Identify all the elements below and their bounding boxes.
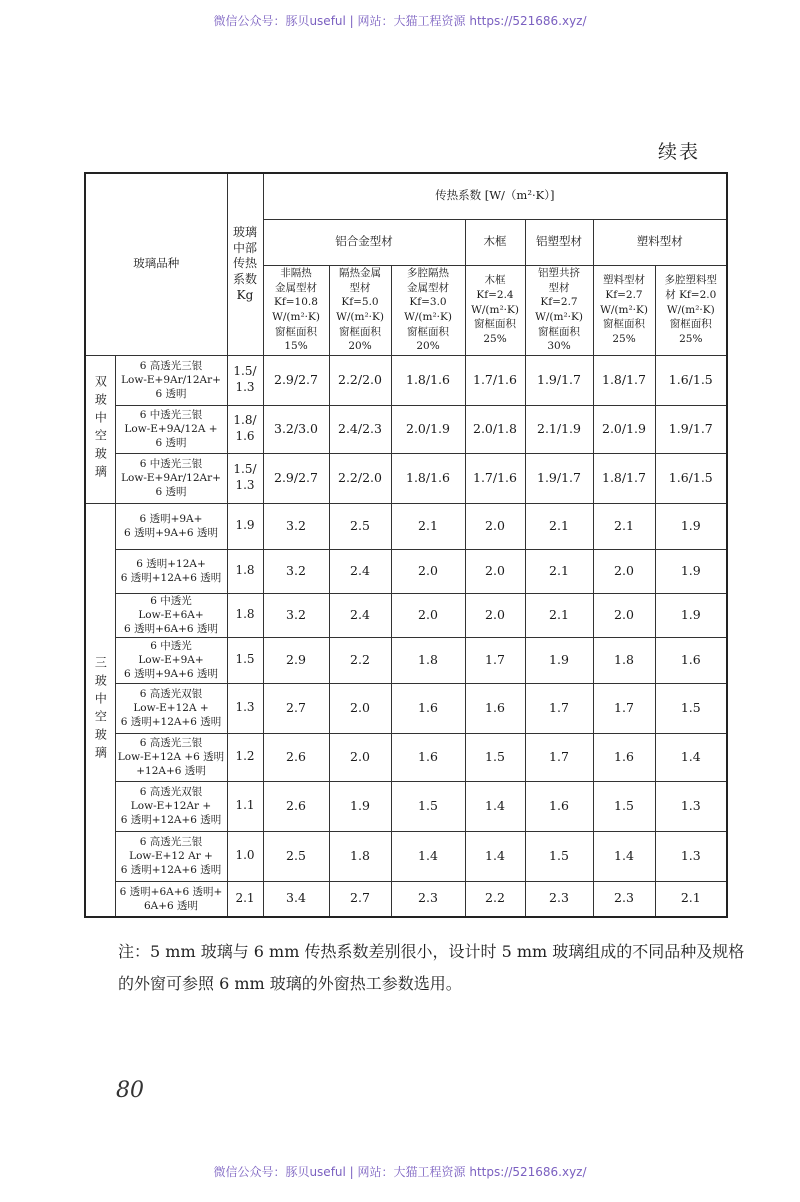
frame-header-line: 25% [612,333,636,346]
header-kg [227,173,263,355]
frame-header-line: 20% [416,340,440,353]
value-cell: 2.9/2.7 [263,453,329,503]
value-cell: 1.4 [655,733,727,781]
kg-value-line: 1.5/ [233,462,257,477]
value-cell: 2.5 [263,831,329,881]
glass-name-cell [115,355,227,405]
glass-name-cell [115,549,227,593]
value-cell: 1.4 [465,831,525,881]
value-cell: 1.7 [525,733,593,781]
value-cell: 2.0 [391,549,465,593]
value-cell: 3.4 [263,881,329,917]
value-cell: 2.0/1.9 [593,405,655,453]
value-cell: 3.2 [263,503,329,549]
value-cell: 1.5 [593,781,655,831]
kg-value-line: 1.3 [235,478,255,492]
value-cell: 1.7 [525,683,593,733]
kg-cell [227,405,263,453]
value-cell: 1.8/1.7 [593,453,655,503]
value-cell: 1.5 [525,831,593,881]
watermark-top: 微信公众号：豚贝useful | 网站：大猫工程资源 https://521686.xyz/ [213,14,587,28]
value-cell: 1.3 [655,831,727,881]
value-cell: 2.0 [465,549,525,593]
value-cell: 1.5 [655,683,727,733]
frame-header-line: Kf=10.8 [274,296,318,309]
kg-cell [227,781,263,831]
table-row [85,405,727,453]
frame-header-line: W/(m²·K) [471,303,519,316]
value-cell: 1.9 [525,637,593,683]
value-cell: 1.8/1.7 [593,355,655,405]
table-row [85,831,727,881]
glass-name-line: 6A+6 透明 [143,899,199,912]
value-cell: 2.4/2.3 [329,405,391,453]
kg-value-line: 1.3 [235,380,255,394]
kg-value-line: 1.8/ [233,413,257,428]
frame-header-line: 多腔隔热 [407,266,449,279]
value-cell: 1.7 [593,683,655,733]
value-cell: 1.8 [391,637,465,683]
value-cell: 1.4 [593,831,655,881]
value-cell: 2.0 [329,683,391,733]
table-row [85,881,727,917]
group-label [85,503,115,917]
frame-header-line: 非隔热 [280,266,312,279]
header-group-plastic: 塑料型材 [593,219,727,265]
value-cell: 3.2 [263,549,329,593]
value-cell: 2.2 [465,881,525,917]
glass-name-cell [115,831,227,881]
kg-value-line: 1.8 [235,563,255,578]
value-cell: 1.9/1.7 [525,355,593,405]
frame-header-line: Kf=3.0 [409,296,447,309]
glass-name-line: 6 透明+9A+6 透明 [124,668,218,681]
kg-cell [227,453,263,503]
table-row [85,453,727,503]
value-cell: 3.2/3.0 [263,405,329,453]
value-cell: 2.0 [391,593,465,637]
frame-header-line: 多腔塑料型 [664,274,718,287]
glass-name-cell [115,781,227,831]
frame-header-line: W/(m²·K) [336,311,384,323]
value-cell: 2.9 [263,637,329,683]
glass-name-line: 6 透明+12A+6 透明 [120,864,222,877]
group-label-text: 三玻中空玻璃 [93,655,108,764]
value-cell: 2.0 [329,733,391,781]
kg-value-line: 1.9 [235,518,255,533]
kg-cell [227,637,263,683]
frame-header-line: 窗框面积 [669,318,712,331]
kg-header-line: 传热 [232,256,257,271]
value-cell: 1.6 [525,781,593,831]
glass-name-line: Low-E+9A+ [138,653,204,666]
glass-name-line: Low-E+9Ar/12Ar+ [121,471,221,484]
table-row [85,637,727,683]
group-label-text: 双玻中空玻璃 [93,375,108,483]
page-number: 80 [116,1078,144,1103]
value-cell: 1.4 [391,831,465,881]
value-cell: 2.1 [525,503,593,549]
value-cell: 3.2 [263,593,329,637]
kg-value-line: 1.2 [235,749,255,764]
kg-value-line: 1.1 [235,798,255,813]
value-cell: 2.4 [329,593,391,637]
frame-header-line: 窗框面积 [603,318,645,331]
kg-cell [227,733,263,781]
frame-header-line: 窗框面积 [474,318,516,331]
kg-cell [227,355,263,405]
frame-header-line: 型材 [548,281,570,294]
glass-name-cell [115,503,227,549]
glass-name-line: 6 高透光三银 [139,736,203,749]
value-cell: 1.6 [465,683,525,733]
value-cell: 2.4 [329,549,391,593]
table-row [85,503,727,549]
continued-label: 续表 [657,141,700,163]
frame-header-line: 金属型材 [275,281,317,294]
value-cell: 1.6 [391,683,465,733]
header-group-alu-plastic: 铝塑型材 [525,219,593,265]
header-frame-5 [525,265,593,355]
frame-header-line: 型材 [349,281,371,294]
value-cell: 2.3 [391,881,465,917]
value-cell: 1.6 [391,733,465,781]
value-cell: 2.7 [329,881,391,917]
value-cell: 1.8 [593,637,655,683]
table-row [85,683,727,733]
value-cell: 1.7 [465,637,525,683]
value-cell: 2.3 [525,881,593,917]
frame-header-line: 材 Kf=2.0 [665,288,717,301]
table-row [85,593,727,637]
value-cell: 2.0 [593,593,655,637]
kg-cell [227,683,263,733]
frame-header-line: 15% [284,340,308,353]
value-cell: 2.9/2.7 [263,355,329,405]
frame-header-line: W/(m²·K) [666,303,715,316]
kg-value-line: 1.3 [235,700,255,715]
frame-header-line: 铝塑共挤 [538,266,580,279]
glass-name-line: 6 中透光 [150,594,192,607]
value-cell: 2.0 [465,593,525,637]
frame-header-line: W/(m²·K) [272,311,320,323]
glass-name-cell [115,683,227,733]
header-frame-7 [655,265,727,355]
kg-cell [227,503,263,549]
table-row [85,733,727,781]
value-cell: 1.9 [329,781,391,831]
value-cell: 1.3 [655,781,727,831]
glass-name-line: 6 透明 [155,437,187,450]
frame-header-line: Kf=5.0 [341,296,379,309]
frame-header-line: Kf=2.7 [605,288,643,301]
glass-name-line: Low-E+12A +6 透明 [117,750,225,763]
value-cell: 2.3 [593,881,655,917]
glass-name-line: Low-E+9Ar/12Ar+ [121,373,221,386]
glass-name-line: 6 中透光 [150,639,192,652]
frame-header-line: 金属型材 [407,281,449,294]
glass-name-line: 6 透明+6A+6 透明 [124,623,218,636]
value-cell: 2.7 [263,683,329,733]
value-cell: 1.9 [655,503,727,549]
value-cell: 1.8/1.6 [391,453,465,503]
glass-name-line: 6 透明+12A+6 透明 [120,716,222,729]
group-label [85,355,115,503]
value-cell: 2.0/1.8 [465,405,525,453]
glass-name-cell [115,733,227,781]
value-cell: 2.1 [525,549,593,593]
frame-header-line: 塑料型材 [603,274,645,287]
glass-name-line: 6 高透光双银 [139,687,203,700]
glass-name-line: 6 透明+12A+6 透明 [120,572,222,584]
kg-cell [227,881,263,917]
kg-header-line: 系数 [232,272,257,287]
value-cell: 2.1/1.9 [525,405,593,453]
glass-name-line: Low-E+6A+ [138,608,204,621]
value-cell: 1.6 [593,733,655,781]
value-cell: 1.4 [465,781,525,831]
table-row [85,781,727,831]
glass-name-line: 6 中透光三银 [139,457,203,470]
header-heat-transfer: 传热系数 [W/（m²·K）] [263,173,727,219]
kg-value-line: 1.5/ [233,364,257,379]
frame-header-line: W/(m²·K) [404,311,452,323]
frame-header-line: 窗框面积 [538,325,580,338]
frame-header-line: W/(m²·K) [535,311,583,323]
glass-name-line: +12A+6 透明 [136,765,206,778]
kg-cell [227,831,263,881]
frame-header-line: W/(m²·K) [600,303,648,316]
value-cell: 2.2 [329,637,391,683]
kg-value-line: 1.8 [235,607,255,622]
value-cell: 1.5 [391,781,465,831]
glass-name-line: 6 中透光三银 [139,408,203,421]
value-cell: 2.1 [525,593,593,637]
frame-header-line: 30% [547,340,571,353]
kg-header-line: 玻璃 [232,225,257,240]
watermark-bottom: 微信公众号：豚贝useful | 网站：大猫工程资源 https://521686.xyz/ [213,1165,587,1179]
value-cell: 2.2/2.0 [329,453,391,503]
glass-name-line: 6 高透光三银 [139,359,203,372]
value-cell: 1.7/1.6 [465,355,525,405]
frame-header-line: 20% [348,340,372,353]
header-frame-3 [391,265,465,355]
frame-header-line: Kf=2.7 [540,296,578,309]
heat-transfer-table [84,172,726,918]
frame-header-line: 25% [483,333,507,346]
glass-name-line: 6 透明 [155,388,187,401]
value-cell: 1.6/1.5 [655,453,727,503]
glass-name-line: Low-E+9A/12A + [124,422,218,435]
kg-value-line: 1.0 [235,848,255,863]
glass-name-line: 6 透明+12A+6 透明 [120,814,222,827]
value-cell: 1.8 [329,831,391,881]
glass-name-line: Low-E+12 Ar + [129,849,213,862]
frame-header-line: 窗框面积 [407,325,449,338]
glass-name-line: Low-E+12A + [133,701,209,714]
value-cell: 1.9 [655,593,727,637]
kg-value-line: 2.1 [235,890,255,905]
glass-name-cell [115,453,227,503]
value-cell: 1.9/1.7 [525,453,593,503]
glass-name-line: Low-E+12Ar + [130,799,212,812]
glass-name-line: 6 透明+9A+ [139,512,203,525]
table-note: 注：5 mm 玻璃与 6 mm 传热系数差别很小，设计时 5 mm 玻璃组成的不同品种及规格的外窗可参照 6 mm 玻璃的外窗热工参数选用。 [118,942,745,993]
value-cell: 2.0 [465,503,525,549]
header-glass-type: 玻璃品种 [85,173,227,355]
kg-cell [227,549,263,593]
glass-name-cell [115,405,227,453]
value-cell: 2.0/1.9 [391,405,465,453]
frame-header-line: Kf=2.4 [476,288,514,301]
frame-header-line: 25% [679,333,703,346]
frame-header-line: 窗框面积 [339,325,381,338]
value-cell: 2.5 [329,503,391,549]
frame-header-line: 隔热金属 [339,266,381,279]
kg-header-line: 中部 [232,240,257,255]
kg-header-line: Kg [236,287,254,302]
value-cell: 1.9/1.7 [655,405,727,453]
value-cell: 2.1 [593,503,655,549]
value-cell: 2.1 [391,503,465,549]
value-cell: 2.6 [263,733,329,781]
table-row [85,355,727,405]
value-cell: 2.2/2.0 [329,355,391,405]
value-cell: 1.6/1.5 [655,355,727,405]
glass-name-line: 6 透明+9A+6 透明 [124,527,218,539]
value-cell: 2.1 [655,881,727,917]
kg-cell [227,593,263,637]
header-frame-4 [465,265,525,355]
frame-header-line: 窗框面积 [275,325,317,338]
frame-header-line: 木框 [484,274,506,287]
glass-name-line: 6 高透光三银 [139,835,203,848]
header-group-aluminum: 铝合金型材 [263,219,465,265]
value-cell: 2.6 [263,781,329,831]
value-cell: 1.6 [655,637,727,683]
glass-name-cell [115,881,227,917]
value-cell: 1.5 [465,733,525,781]
glass-name-line: 6 透明 [155,486,187,499]
kg-value-line: 1.6 [235,429,255,443]
value-cell: 2.0 [593,549,655,593]
glass-name-line: 6 透明+12A+ [136,557,206,570]
glass-name-cell [115,593,227,637]
value-cell: 1.7/1.6 [465,453,525,503]
header-frame-1 [263,265,329,355]
value-cell: 1.8/1.6 [391,355,465,405]
kg-value-line: 1.5 [235,652,255,667]
glass-name-cell [115,637,227,683]
header-group-wood: 木框 [465,219,525,265]
glass-name-line: 6 高透光双银 [139,785,203,798]
header-frame-6 [593,265,655,355]
header-frame-2 [329,265,391,355]
glass-name-line: 6 透明+6A+6 透明+ [119,885,223,898]
value-cell: 1.9 [655,549,727,593]
table-row [85,549,727,593]
